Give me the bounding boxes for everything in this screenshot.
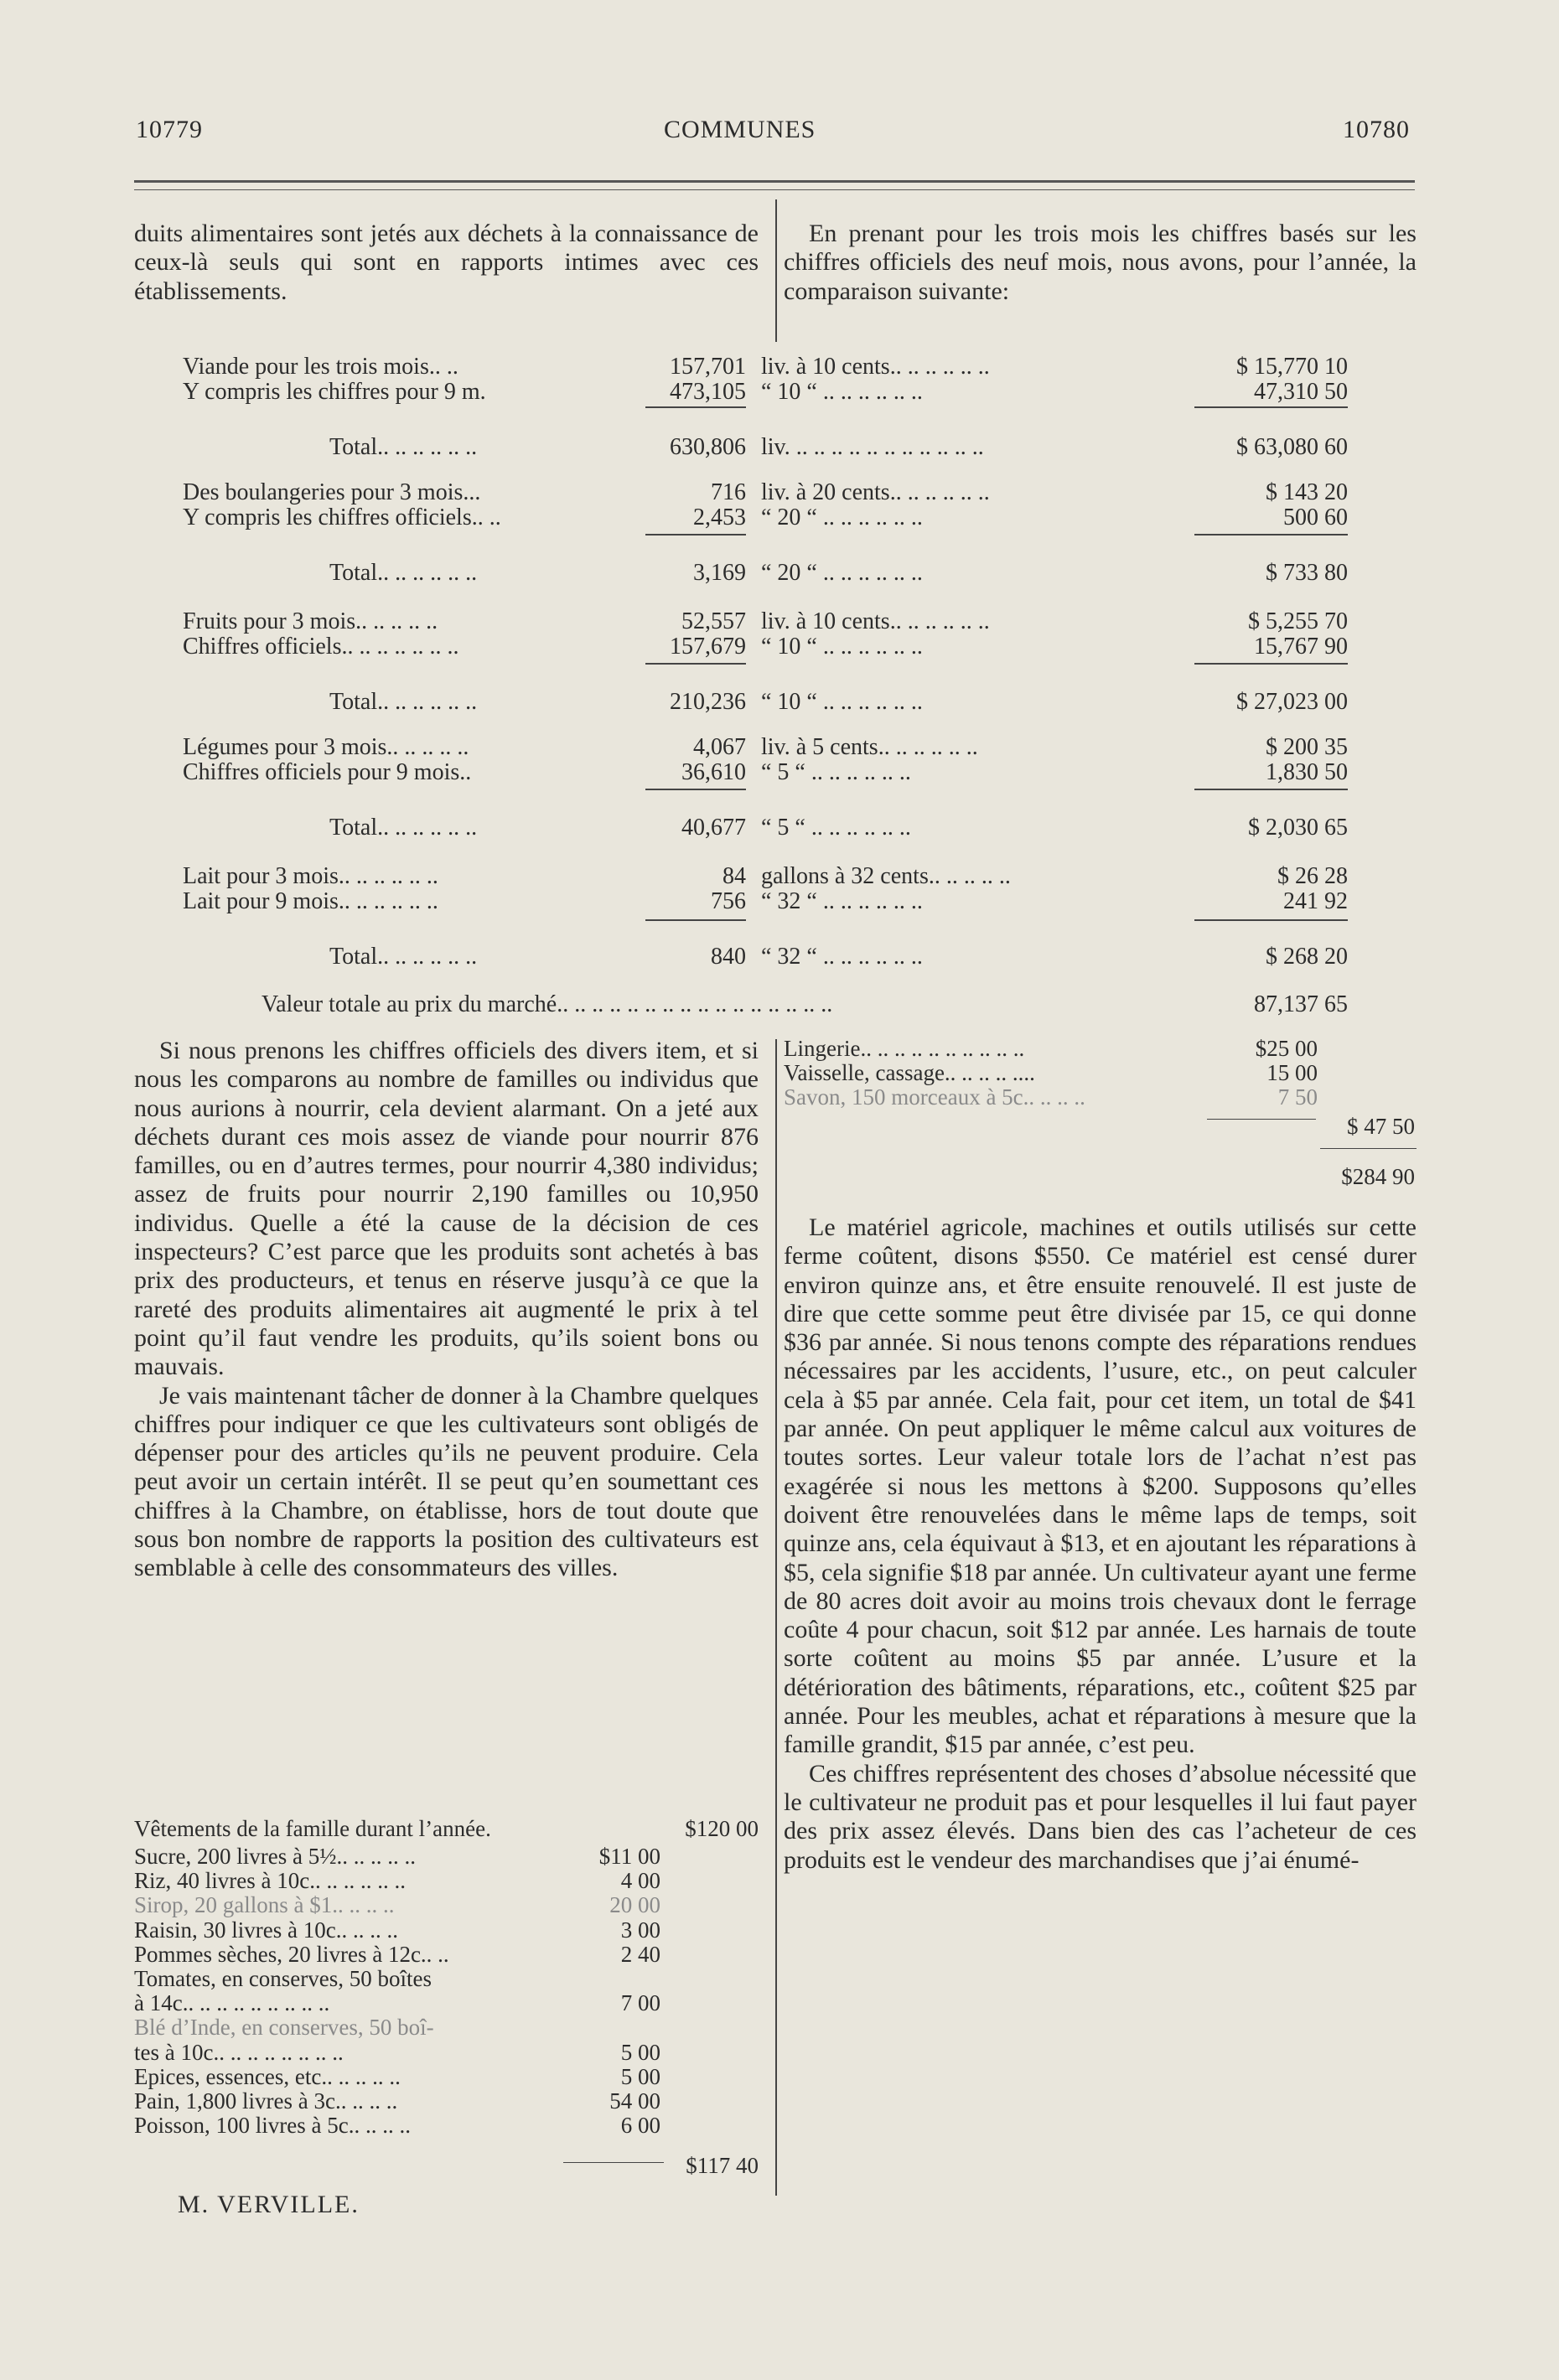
comparison-amount: $ 5,255 70 — [1248, 608, 1348, 634]
comparison-quantity: 3,169 — [693, 560, 746, 586]
right-body — [784, 1213, 1417, 1875]
comparison-rate: “ 5 “ .. .. .. .. .. .. — [761, 759, 911, 785]
comparison-amount: $ 2,030 65 — [1248, 815, 1348, 841]
subtotal-rule-amount — [1194, 534, 1348, 536]
comparison-label: Total.. .. .. .. .. .. — [329, 434, 478, 460]
subtotal-rule-quantity — [645, 663, 746, 665]
comparison-amount: 500 60 — [1283, 504, 1348, 530]
expense-amount: 5 00 — [620, 2063, 660, 2089]
comparison-label: Total.. .. .. .. .. .. — [329, 560, 478, 586]
header-rule-thick — [134, 180, 1415, 183]
header-rule-thin — [134, 189, 1415, 190]
right-body-paragraph-2: Ces chiffres représentent des choses d’absolue nécessité que le cultivateur ne produit pas et pour lesquelles il lui faut payer des prix assez élevés. Dans bien des cas l’acheteur de ces produits est le vendeur des marchandises que j’ai énumé- — [784, 1759, 1417, 1874]
subtotal-rule-amount — [1194, 406, 1348, 408]
comparison-rate: “ 20 “ .. .. .. .. .. .. — [761, 560, 923, 586]
expense-label: Pommes sèches, 20 livres à 12c.. .. — [134, 1941, 449, 1967]
expenses-total-amount: $117 40 — [686, 2153, 759, 2178]
comparison-quantity: 36,610 — [681, 759, 746, 785]
expense-label: à 14c.. .. .. .. .. .. .. .. .. — [134, 1990, 330, 2016]
comparison-label: Lait pour 3 mois.. .. .. .. .. .. — [183, 863, 438, 889]
household-label: Savon, 150 morceaux à 5c.. .. .. .. — [784, 1084, 1085, 1110]
expenses-total-rule — [563, 2162, 664, 2163]
right-page-number: 10780 — [1343, 116, 1410, 143]
expense-label: Sirop, 20 gallons à $1.. .. .. .. — [134, 1892, 395, 1918]
comparison-label: Y compris les chiffres officiels.. .. — [183, 504, 501, 530]
expense-heading-label: Vêtements de la famille durant l’année. — [134, 1816, 491, 1841]
subtotal-rule-quantity — [645, 534, 746, 536]
expense-amount: 3 00 — [620, 1917, 660, 1943]
comparison-amount: $ 200 35 — [1266, 734, 1348, 760]
comparison-rate: liv. .. .. .. .. .. .. .. .. .. .. .. — [761, 434, 984, 460]
subtotal-rule-quantity — [645, 406, 746, 408]
comparison-rate: “ 10 “ .. .. .. .. .. .. — [761, 689, 923, 715]
comparison-quantity: 4,067 — [693, 734, 746, 760]
comparison-rate: liv. à 10 cents.. .. .. .. .. .. — [761, 354, 990, 380]
expense-label: Tomates, en conserves, 50 boîtes — [134, 1966, 432, 1991]
left-body-paragraph-1: Si nous prenons les chiffres officiels des divers item, et si nous les comparons au nombre de familles ou individus que nous aurions à nourrir, cela devient alarmant. On a jeté aux déchets durant ces mois assez de viande pour nourrir 876 familles, ou en d’autres termes, pour nourrir 4,380 individus; assez de fruits pour nourrir 2,190 familles ou 10,950 individus. Quelle a été la cause de la décision de ces inspecteurs? C’est parce que les produits sont achetés à bas prix des producteurs, et tenus en réserve jusqu’à ce que la rareté des produits alimentaires ait augmenté le prix à tel point qu’il faut vendre les produits, qu’ils soient bons ou mauvais. — [134, 1037, 759, 1381]
comparison-quantity: 157,679 — [670, 634, 746, 660]
expense-label: tes à 10c.. .. .. .. .. .. .. .. — [134, 2039, 344, 2065]
expense-label: Riz, 40 livres à 10c.. .. .. .. .. .. — [134, 1868, 406, 1894]
comparison-amount: 47,310 50 — [1254, 379, 1348, 405]
comparison-amount: $ 15,770 10 — [1236, 354, 1348, 380]
comparison-label: Chiffres officiels pour 9 mois.. — [183, 759, 472, 785]
comparison-label: Légumes pour 3 mois.. .. .. .. .. — [183, 734, 469, 760]
comparison-amount: $ 27,023 00 — [1236, 689, 1348, 715]
comparison-quantity: 40,677 — [681, 815, 746, 841]
right-top-paragraph — [784, 220, 1417, 306]
expense-amount: 54 00 — [609, 2088, 660, 2114]
comparison-quantity: 84 — [723, 863, 746, 889]
expense-amount: 4 00 — [620, 1868, 660, 1894]
right-body-paragraph-1: Le matériel agricole, machines et outils utilisés sur cette ferme coûtent, disons $550. Ce matériel est censé durer environ quinze ans, et être ensuite renouvelé. Il est juste de dire que cette somme peut être divisée par 15, ce qui donne $36 par année. Si nous tenons compte des réparations rendues nécessaires par les accidents, l’usure, etc., on peut calculer cela à $5 par année. Cela fait, pour cet item, un total de $41 par année. On peut appliquer le même calcul aux voitures de toutes sortes. Leur valeur totale lors de l’achat n’est pas exagérée si nous les mettons à $200. Supposons qu’elles doivent être renouvelées dans le même laps de temps, soit quinze ans, cela équivaut à $13, et en ajoutant les réparations à $5, cela signifie $18 par année. Un cultivateur ayant une ferme de 80 acres doit avoir au moins trois chevaux dont le ferrage coûte 4 pour chacun, soit $12 par année. Les harnais de toute sorte coûtent au moins $5 par année. L’usure et la détérioration des bâtiments, réparations, etc., coûtent $25 par année. Pour les meubles, achat et réparations à mesure que la famille grandit, $15 par année, c’est peu. — [784, 1213, 1417, 1759]
expense-amount: $11 00 — [598, 1844, 660, 1869]
household-label: Vaisselle, cassage.. .. .. .. .... — [784, 1060, 1035, 1085]
comparison-rate: liv. à 10 cents.. .. .. .. .. .. — [761, 608, 990, 634]
comparison-quantity: 756 — [711, 888, 746, 914]
household-amount: 7 50 — [1277, 1084, 1318, 1110]
subtotal-rule-amount — [1194, 663, 1348, 665]
grand-total-amount: 87,137 65 — [1254, 991, 1348, 1017]
subtotal-rule-quantity — [645, 789, 746, 790]
expense-label: Blé d’Inde, en conserves, 50 boî- — [134, 2015, 434, 2041]
household-total-rule — [1320, 1148, 1417, 1149]
comparison-label: Fruits pour 3 mois.. .. .. .. .. — [183, 608, 438, 634]
expense-amount: 5 00 — [620, 2039, 660, 2065]
expense-heading-amount: $120 00 — [685, 1816, 759, 1841]
left-top-text: duits alimentaires sont jetés aux déchets à la connaissance de ceux-là seuls qui sont en rapports intimes avec ces établissements. — [134, 220, 759, 305]
running-title: COMMUNES — [664, 116, 816, 143]
subtotal-rule-amount — [1194, 919, 1348, 921]
comparison-amount: 15,767 90 — [1254, 634, 1348, 660]
comparison-quantity: 716 — [711, 479, 746, 505]
comparison-quantity: 157,701 — [670, 354, 746, 380]
comparison-amount: $ 733 80 — [1266, 560, 1348, 586]
comparison-amount: $ 26 28 — [1277, 863, 1348, 889]
comparison-amount: 241 92 — [1283, 888, 1348, 914]
comparison-label: Total.. .. .. .. .. .. — [329, 944, 478, 970]
grand-total-label: Valeur totale au prix du marché.. .. .. .. .. .. .. .. .. .. .. .. .. .. .. .. — [262, 991, 833, 1017]
left-page-number: 10779 — [136, 116, 203, 143]
comparison-label: Chiffres officiels.. .. .. .. .. .. .. — [183, 634, 459, 660]
subtotal-rule-amount — [1194, 789, 1348, 790]
comparison-rate: “ 20 “ .. .. .. .. .. .. — [761, 504, 923, 530]
right-top-text: En prenant pour les trois mois les chiffres basés sur les chiffres officiels des neuf mois, nous avons, pour l’année, la comparaison suivante: — [784, 220, 1417, 305]
comparison-label: Lait pour 9 mois.. .. .. .. .. .. — [183, 888, 438, 914]
expense-amount: 6 00 — [620, 2113, 660, 2139]
comparison-rate: “ 32 “ .. .. .. .. .. .. — [761, 888, 923, 914]
comparison-rate: “ 10 “ .. .. .. .. .. .. — [761, 634, 923, 660]
comparison-rate: gallons à 32 cents.. .. .. .. .. — [761, 863, 1011, 889]
household-amount: 15 00 — [1266, 1060, 1318, 1085]
comparison-amount: 1,830 50 — [1266, 759, 1348, 785]
household-label: Lingerie.. .. .. .. .. .. .. .. .. .. — [784, 1036, 1025, 1061]
comparison-rate: “ 32 “ .. .. .. .. .. .. — [761, 944, 923, 970]
comparison-quantity: 473,105 — [670, 379, 746, 405]
comparison-quantity: 840 — [711, 944, 746, 970]
comparison-label: Viande pour les trois mois.. .. — [183, 354, 458, 380]
expense-amount: 7 00 — [620, 1990, 660, 2016]
column-divider-bottom — [775, 1039, 777, 2196]
household-amount: $25 00 — [1255, 1036, 1318, 1061]
household-total-amount: $284 90 — [1341, 1164, 1415, 1189]
comparison-quantity: 52,557 — [681, 608, 746, 634]
expense-label: Poisson, 100 livres à 5c.. .. .. .. — [134, 2113, 411, 2139]
subtotal-rule-quantity — [645, 919, 746, 921]
comparison-label: Des boulangeries pour 3 mois... — [183, 479, 481, 505]
expense-label: Sucre, 200 livres à 5½.. .. .. .. .. — [134, 1844, 416, 1869]
comparison-rate: “ 10 “ .. .. .. .. .. .. — [761, 379, 923, 405]
comparison-amount: $ 268 20 — [1266, 944, 1348, 970]
comparison-rate: “ 5 “ .. .. .. .. .. .. — [761, 815, 911, 841]
left-body-paragraph-2: Je vais maintenant tâcher de donner à la Chambre quelques chiffres pour indiquer ce que les cultivateurs sont obligés de dépenser pour des articles qu’ils ne peuvent produire. Cela peut avoir un certain intérêt. Il se peut qu’en soumettant ces chiffres à la Chambre, on établisse, hors de tout doute que sous bon nombre de rapports la position des cultivateurs est semblable à celle des consommateurs des villes. — [134, 1381, 759, 1582]
expense-label: Epices, essences, etc.. .. .. .. .. — [134, 2063, 401, 2089]
comparison-quantity: 2,453 — [693, 504, 746, 530]
left-top-paragraph — [134, 220, 759, 306]
comparison-label: Y compris les chiffres pour 9 m. — [183, 379, 486, 405]
signature: M. VERVILLE. — [178, 2191, 360, 2218]
expense-label: Pain, 1,800 livres à 3c.. .. .. .. — [134, 2088, 398, 2114]
expense-amount: 2 40 — [620, 1941, 660, 1967]
comparison-label: Total.. .. .. .. .. .. — [329, 689, 478, 715]
left-body — [134, 1037, 759, 1583]
comparison-quantity: 210,236 — [670, 689, 746, 715]
comparison-amount: $ 63,080 60 — [1236, 434, 1348, 460]
comparison-label: Total.. .. .. .. .. .. — [329, 815, 478, 841]
comparison-rate: liv. à 5 cents.. .. .. .. .. .. — [761, 734, 978, 760]
column-divider-top — [775, 199, 777, 342]
comparison-amount: $ 143 20 — [1266, 479, 1348, 505]
comparison-quantity: 630,806 — [670, 434, 746, 460]
comparison-rate: liv. à 20 cents.. .. .. .. .. .. — [761, 479, 990, 505]
household-subtotal-amount: $ 47 50 — [1347, 1114, 1415, 1139]
expense-label: Raisin, 30 livres à 10c.. .. .. .. — [134, 1917, 398, 1943]
expense-amount: 20 00 — [609, 1892, 660, 1918]
